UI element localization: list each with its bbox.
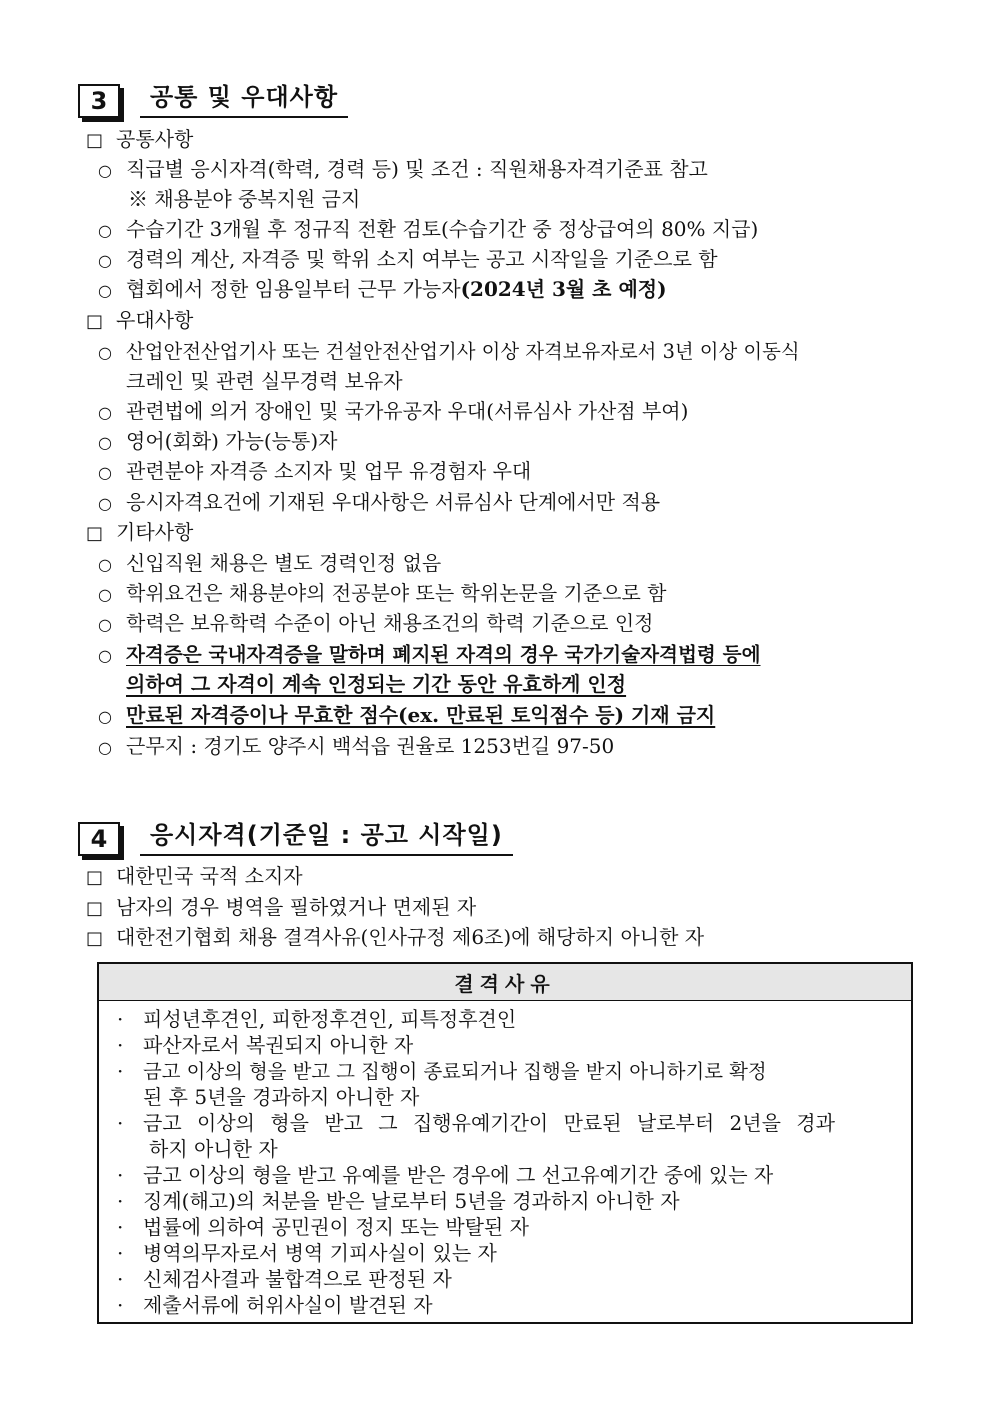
eligibility-item: □ 대한전기협회 채용 결격사유(인사규정 제6조)에 해당하지 아니한 자 bbox=[86, 925, 705, 949]
section-3-number: 3 bbox=[78, 84, 120, 118]
table-line: · 병역의무자로서 병역 기피사실이 있는 자 bbox=[117, 1241, 497, 1265]
table-line-continued: 하지 아니한 자 bbox=[149, 1137, 278, 1161]
other-heading: □ 기타사항 bbox=[86, 520, 194, 544]
list-item: ○ 신입직원 채용은 별도 경력인정 없음 bbox=[98, 551, 442, 575]
table-line: · 제출서류에 허위사실이 발견된 자 bbox=[117, 1293, 433, 1317]
list-item-emphasized: ○ 만료된 자격증이나 무효한 점수(ex. 만료된 토익점수 등) 기재 금지 bbox=[98, 703, 716, 727]
list-item: ○ 수습기간 3개월 후 정규직 전환 검토(수습기간 중 정상급여의 80% 지급) bbox=[98, 217, 759, 241]
eligibility-item: □ 남자의 경우 병역을 필하였거나 면제된 자 bbox=[86, 895, 477, 919]
eligibility-item: □ 대한민국 국적 소지자 bbox=[86, 864, 303, 888]
table-line: · 파산자로서 복권되지 아니한 자 bbox=[117, 1033, 414, 1057]
section-4-heading bbox=[78, 812, 513, 856]
list-item: ○ 영어(회화) 가능(능통)자 bbox=[98, 429, 338, 453]
list-item: ○ 관련법에 의거 장애인 및 국가유공자 우대(서류심사 가산점 부여) bbox=[98, 399, 689, 423]
list-item: ○ 경력의 계산, 자격증 및 학위 소지 여부는 공고 시작일을 기준으로 함 bbox=[98, 247, 718, 271]
list-item: ○ 관련분야 자격증 소지자 및 업무 유경험자 우대 bbox=[98, 459, 532, 483]
table-line: · 금고 이상의 형을 받고 그 집행이 종료되거나 집행을 받지 아니하기로 확정 bbox=[117, 1059, 767, 1083]
table-header: 결격사유 bbox=[99, 964, 911, 1001]
table-line: · 징계(해고)의 처분을 받은 날로부터 5년을 경과하지 아니한 자 bbox=[117, 1189, 680, 1213]
list-item: ○ 산업안전산업기사 또는 건설안전산업기사 이상 자격보유자로서 3년 이상 이동식 bbox=[98, 340, 800, 363]
list-item: ○ 협회에서 정한 임용일부터 근무 가능자(2024년 3월 초 예정) bbox=[98, 277, 667, 301]
list-item: ○ 응시자격요건에 기재된 우대사항은 서류심사 단계에서만 적용 bbox=[98, 490, 661, 514]
list-item: ○ 학력은 보유학력 수준이 아닌 채용조건의 학력 기준으로 인정 bbox=[98, 611, 654, 635]
disqualification-table bbox=[97, 962, 913, 1324]
section-4-title: 응시자격(기준일 : 공고 시작일) bbox=[140, 815, 513, 856]
table-line: · 피성년후견인, 피한정후견인, 피특정후견인 bbox=[117, 1007, 517, 1031]
list-item-emphasized-continued: 의하여 그 자격이 계속 인정되는 기간 동안 유효하게 인정 bbox=[126, 672, 627, 696]
table-line-continued: 된 후 5년을 경과하지 아니한 자 bbox=[143, 1085, 420, 1109]
list-item-emphasized: ○ 자격증은 국내자격증을 말하며 폐지된 자격의 경우 국가기술자격법령 등에 bbox=[98, 643, 761, 666]
section-3-title: 공통 및 우대사항 bbox=[140, 77, 348, 118]
list-item: ○ 학위요건은 채용분야의 전공분야 또는 학위논문을 기준으로 함 bbox=[98, 581, 667, 605]
table-line: · 금고 이상의 형을 받고 그 집행유예기간이 만료된 날로부터 2년을 경과 bbox=[117, 1111, 835, 1135]
table-line: · 금고 이상의 형을 받고 유예를 받은 경우에 그 선고유예기간 중에 있는 자 bbox=[117, 1163, 774, 1187]
list-item: ○ 근무지 : 경기도 양주시 백석읍 권율로 1253번길 97-50 bbox=[98, 734, 615, 758]
section-4-number: 4 bbox=[78, 822, 120, 856]
table-line: · 신체검사결과 불합격으로 판정된 자 bbox=[117, 1267, 452, 1291]
list-item: ○ 직급별 응시자격(학력, 경력 등) 및 조건 : 직원채용자격기준표 참고 bbox=[98, 157, 708, 181]
common-heading: □ 공통사항 bbox=[86, 127, 194, 151]
table-line: · 법률에 의하여 공민권이 정지 또는 박탈된 자 bbox=[117, 1215, 529, 1239]
preferred-heading: □ 우대사항 bbox=[86, 308, 194, 332]
section-3-heading bbox=[78, 74, 348, 118]
list-item-continued: 크레인 및 관련 실무경력 보유자 bbox=[126, 369, 403, 393]
note-line: ※ 채용분야 중복지원 금지 bbox=[128, 187, 361, 211]
